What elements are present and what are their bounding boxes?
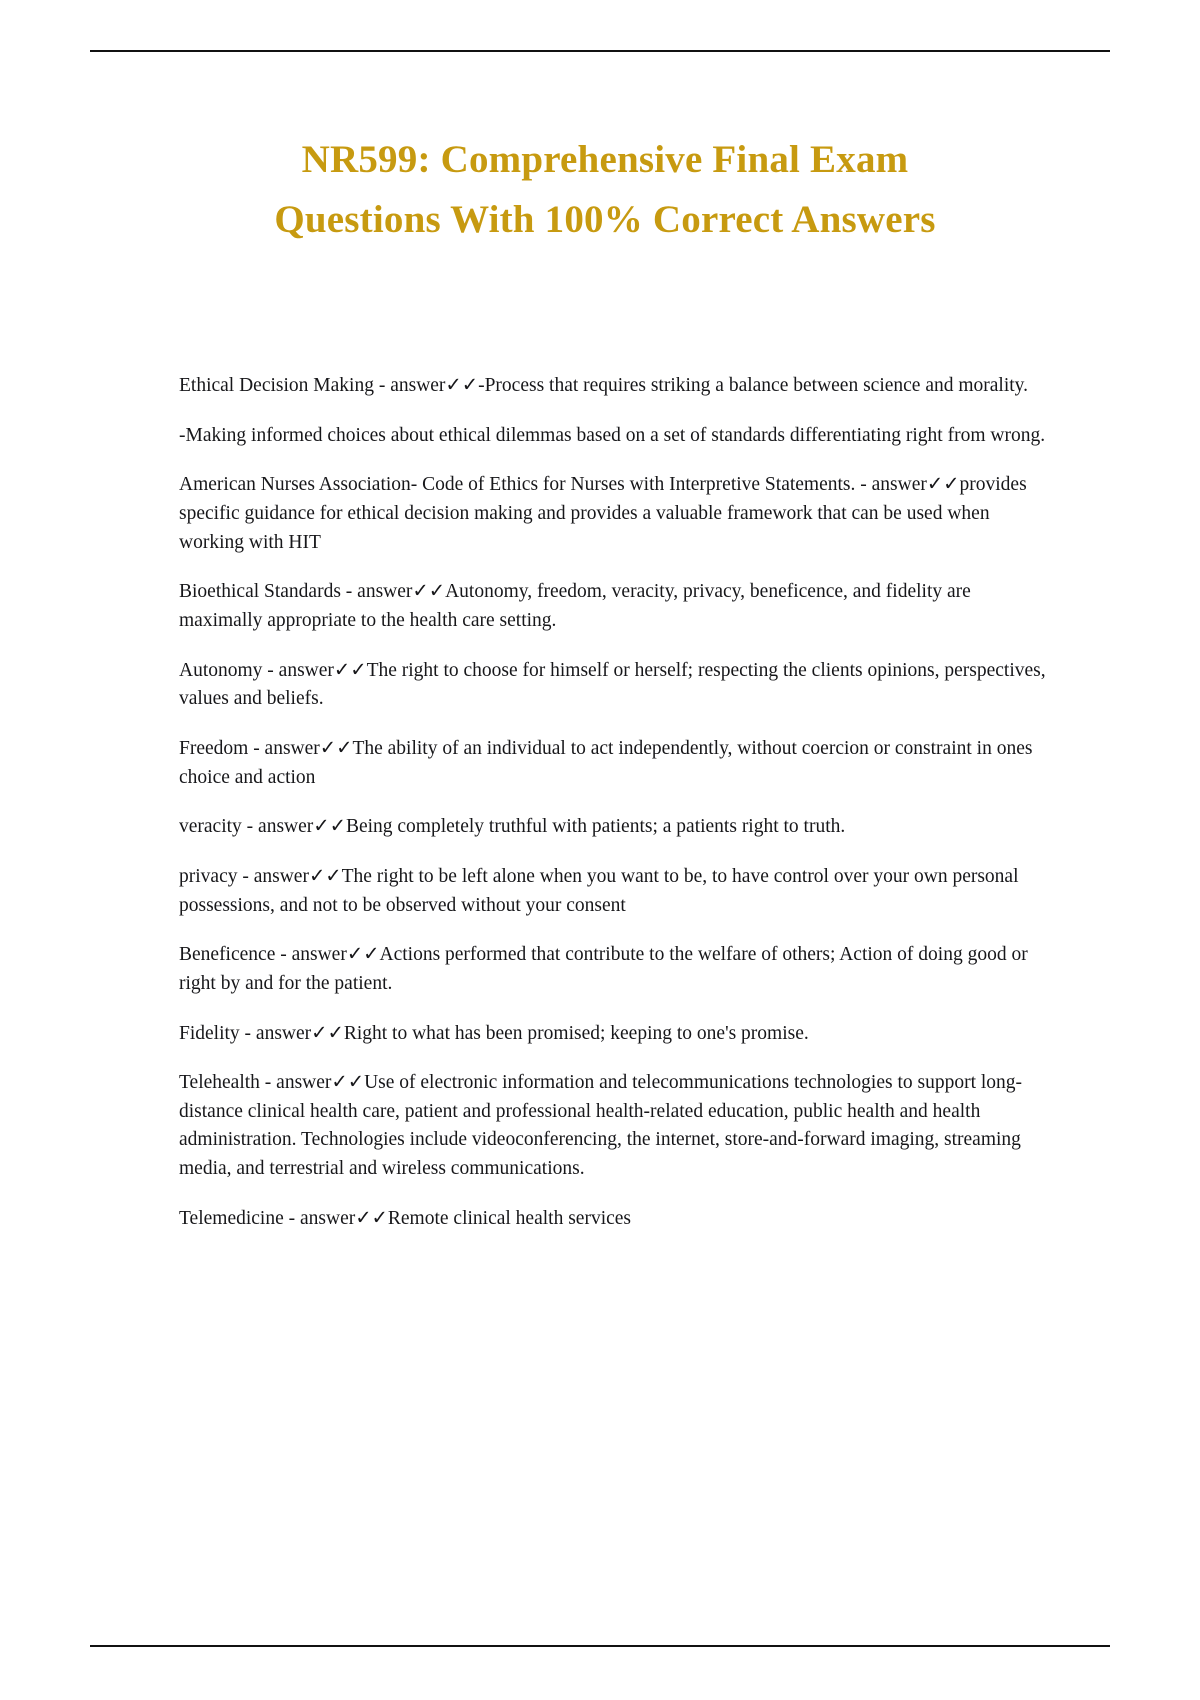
- document-body: [179, 372, 1054, 1233]
- qa-paragraph: Autonomy - answer✓✓The right to choose for himself or herself; respecting the clients opinions, perspectives, values and beliefs.: [179, 659, 1046, 710]
- qa-paragraph: Telehealth - answer✓✓Use of electronic information and telecommunications technologies to support long-distance clinical health care, patient and professional health-related education, public health and health administration. Technologies include videoconferencing, the internet, store-and-forward imaging, streaming media, and terrestrial and wireless communications.: [179, 1072, 1023, 1180]
- qa-paragraph: Ethical Decision Making - answer✓✓-Process that requires striking a balance between science and morality.: [179, 375, 1029, 396]
- footer-divider: [90, 1645, 1110, 1647]
- header-divider: [90, 50, 1110, 52]
- page-title: [135, 130, 1075, 251]
- page-title-line-1: NR599: Comprehensive Final Exam: [301, 138, 909, 181]
- qa-paragraph: American Nurses Association- Code of Ethics for Nurses with Interpretive Statements. - answer✓✓provides specific guidance for ethical decision making and provides a valuable framework that can be used when working with HIT: [179, 474, 1027, 553]
- qa-paragraph: Telemedicine - answer✓✓Remote clinical health services: [179, 1207, 632, 1229]
- qa-paragraph: privacy - answer✓✓The right to be left alone when you want to be, to have control over your own personal possessions, and not to be observed without your consent: [179, 865, 1019, 916]
- qa-paragraph: -Making informed choices about ethical dilemmas based on a set of standards differentiating right from wrong.: [179, 424, 1046, 446]
- page-title-line-2: Questions With 100% Correct Answers: [274, 198, 936, 242]
- qa-paragraph: Fidelity - answer✓✓Right to what has been promised; keeping to one's promise.: [179, 1022, 809, 1044]
- qa-paragraph: Bioethical Standards - answer✓✓Autonomy, freedom, veracity, privacy, beneficence, and fidelity are maximally appropriate to the health care setting.: [179, 581, 971, 631]
- document-page: [45, 0, 1155, 1700]
- qa-paragraph: Beneficence - answer✓✓Actions performed that contribute to the welfare of others; Action of doing good or right by and for the patient.: [179, 944, 1028, 994]
- qa-paragraph: veracity - answer✓✓Being completely truthful with patients; a patients right to truth.: [179, 816, 846, 838]
- qa-paragraph: Freedom - answer✓✓The ability of an individual to act independently, without coercion or constraint in ones choice and action: [179, 737, 1033, 788]
